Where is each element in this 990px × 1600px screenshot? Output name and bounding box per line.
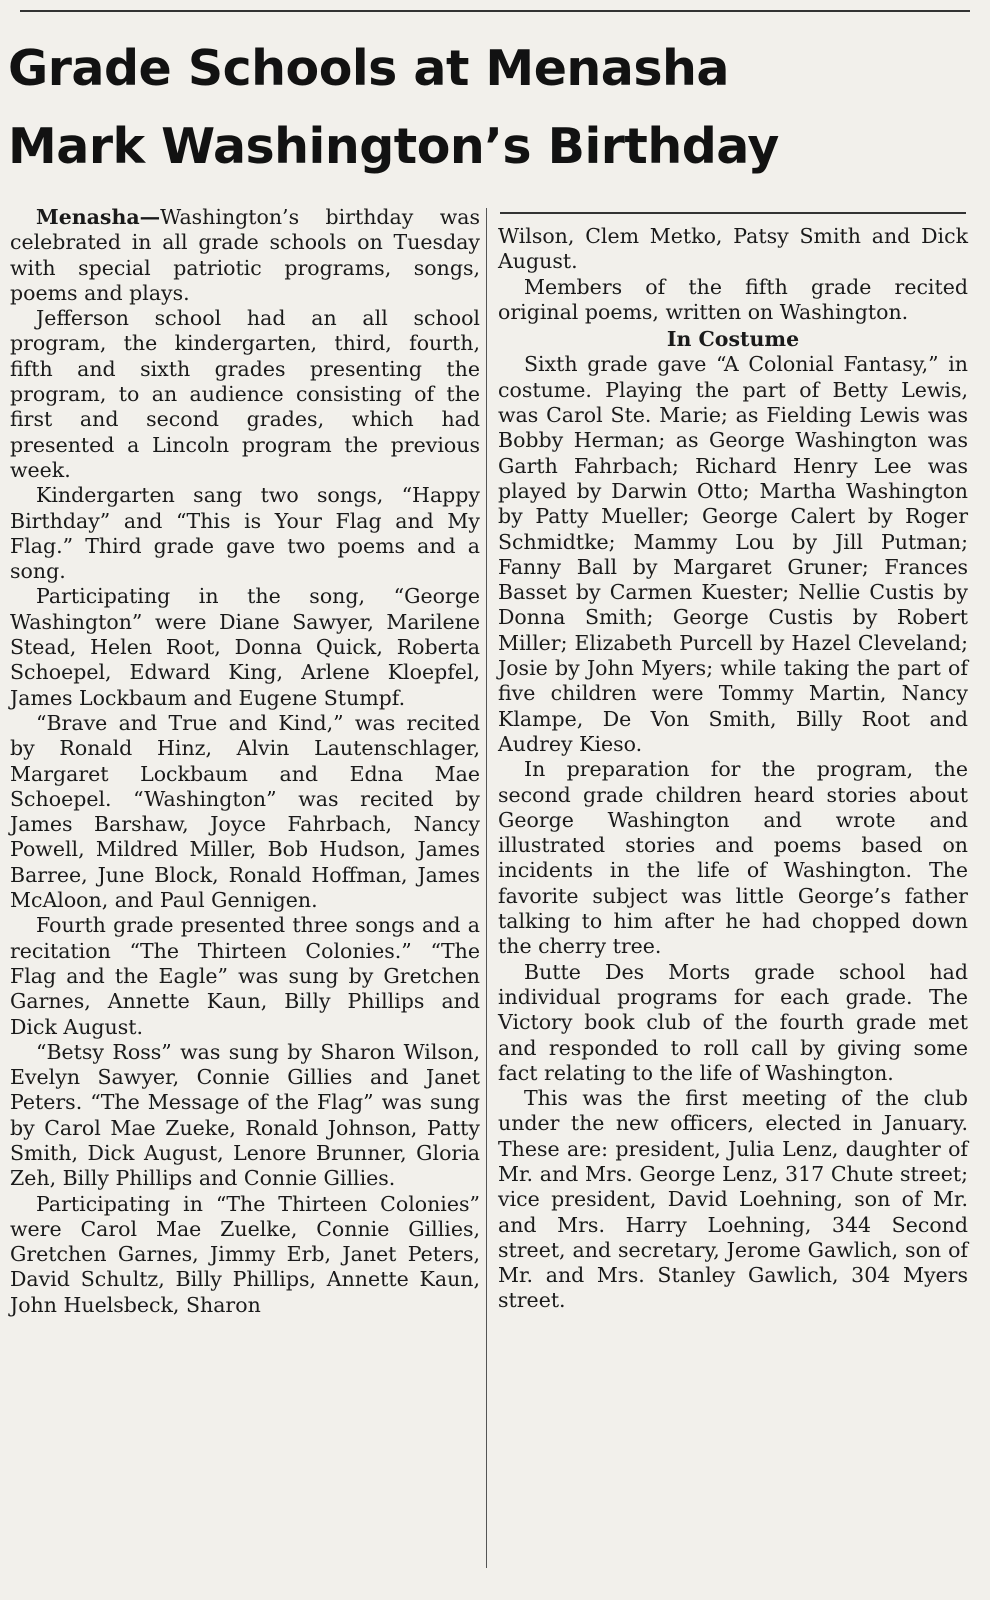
paragraph: “Betsy Ross” was sung by Sharon Wilson, Evelyn Sawyer, Connie Gillies and Janet Peters. “The Message of the Flag” was sung by Carol Mae Zueke, Ronald Johnson, Patty Smith, Dick August, Lenore Brunner, Gloria Zeh, Billy Phillips and Connie Gillies.	[10, 1039, 480, 1191]
paragraph: Wilson, Clem Metko, Patsy Smith and Dick August.	[498, 224, 968, 274]
subhead: In Costume	[666, 327, 800, 352]
paragraph-text: Washington’s birthday was celebrated in all grade schools on Tuesday with special patriotic programs, songs, poems and plays.	[10, 205, 480, 305]
paragraph: Participating in the song, “George Washington” were Diane Sawyer, Marilene Stead, Helen Root, Donna Quick, Roberta Schoepel, Edward King, Arlene Kloepfel, James Lockbaum and Eugene Stumpf.	[10, 584, 480, 710]
paragraph	[10, 205, 480, 306]
top-rule	[20, 10, 970, 12]
paragraph: “Brave and True and Kind,” was recited by Ronald Hinz, Alvin Lautenschlager, Margaret Lockbaum and Edna Mae Schoepel. “Washington” was recited by James Barshaw, Joyce Fahrbach, Nancy Powell, Mildred Miller, Bob Hudson, James Barree, June Block, Ronald Hoffman, James McAloon, and Paul Gennigen.	[10, 710, 480, 913]
paragraph: This was the first meeting of the club under the new officers, elected in January. These are: president, Julia Lenz, daughter of Mr. and Mrs. George Lenz, 317 Chute street; vice president, David Loehning, son of Mr. and Mrs. Harry Loehning, 344 Second street, and secretary, Jerome Gawlich, son of Mr. and Mrs. Stanley Gawlich, 304 Myers street.	[498, 1086, 968, 1313]
right-column-rule	[500, 212, 966, 214]
dateline: Menasha—	[36, 205, 161, 229]
paragraph: Kindergarten sang two songs, “Happy Birthday” and “This is Your Flag and My Flag.” Third grade gave two poems and a song.	[10, 483, 480, 584]
paragraph: In preparation for the program, the second grade children heard stories about George Washington and wrote and illustrated stories and poems based on incidents in the life of Washington. The favorite subject was little George’s father talking to him after he had chopped down the cherry tree.	[498, 757, 968, 959]
headline-line-1: Grade Schools at Menasha	[8, 40, 729, 97]
headline-line-2: Mark Washington’s Birthday	[8, 118, 779, 175]
column-divider	[486, 208, 487, 1568]
paragraph: Fourth grade presented three songs and a recitation “The Thirteen Colonies.” “The Flag and the Eagle” was sung by Gretchen Garnes, Annette Kaun, Billy Phillips and Dick August.	[10, 913, 480, 1039]
headline	[8, 30, 978, 186]
paragraph: Sixth grade gave “A Colonial Fantasy,” in costume. Playing the part of Betty Lewis, was Carol Ste. Marie; as Fielding Lewis was Bobby Herman; as George Washington was Garth Fahrbach; Richard Henry Lee was played by Darwin Otto; Martha Washington by Patty Mueller; George Calert by Roger Schmidtke; Mammy Lou by Jill Putman; Fanny Ball by Margaret Gruner; Frances Basset by Carmen Kuester; Nellie Custis by Donna Smith; George Custis by Robert Miller; Elizabeth Purcell by Hazel Cleveland; Josie by John Myers; while taking the part of five children were Tommy Martin, Nancy Klampe, De Von Smith, Billy Root and Audrey Kieso.	[498, 352, 968, 756]
paragraph: Jefferson school had an all school program, the kindergarten, third, fourth, fifth and sixth grades presenting the program, to an audience consisting of the first and second grades, which had presented a Lincoln program the previous week.	[10, 306, 480, 482]
left-column	[10, 205, 480, 1318]
paragraph: Butte Des Morts grade school had individual programs for each grade. The Victory book club of the fourth grade met and responded to roll call by giving some fact relating to the life of Washington.	[498, 959, 968, 1085]
paragraph: Members of the fifth grade recited original poems, written on Washington.	[498, 274, 968, 324]
right-column	[498, 224, 968, 1314]
paragraph: Participating in “The Thirteen Colonies” were Carol Mae Zuelke, Connie Gillies, Gretchen Garnes, Jimmy Erb, Janet Peters, David Schultz, Billy Phillips, Annette Kaun, John Huelsbeck, Sharon	[10, 1191, 480, 1317]
